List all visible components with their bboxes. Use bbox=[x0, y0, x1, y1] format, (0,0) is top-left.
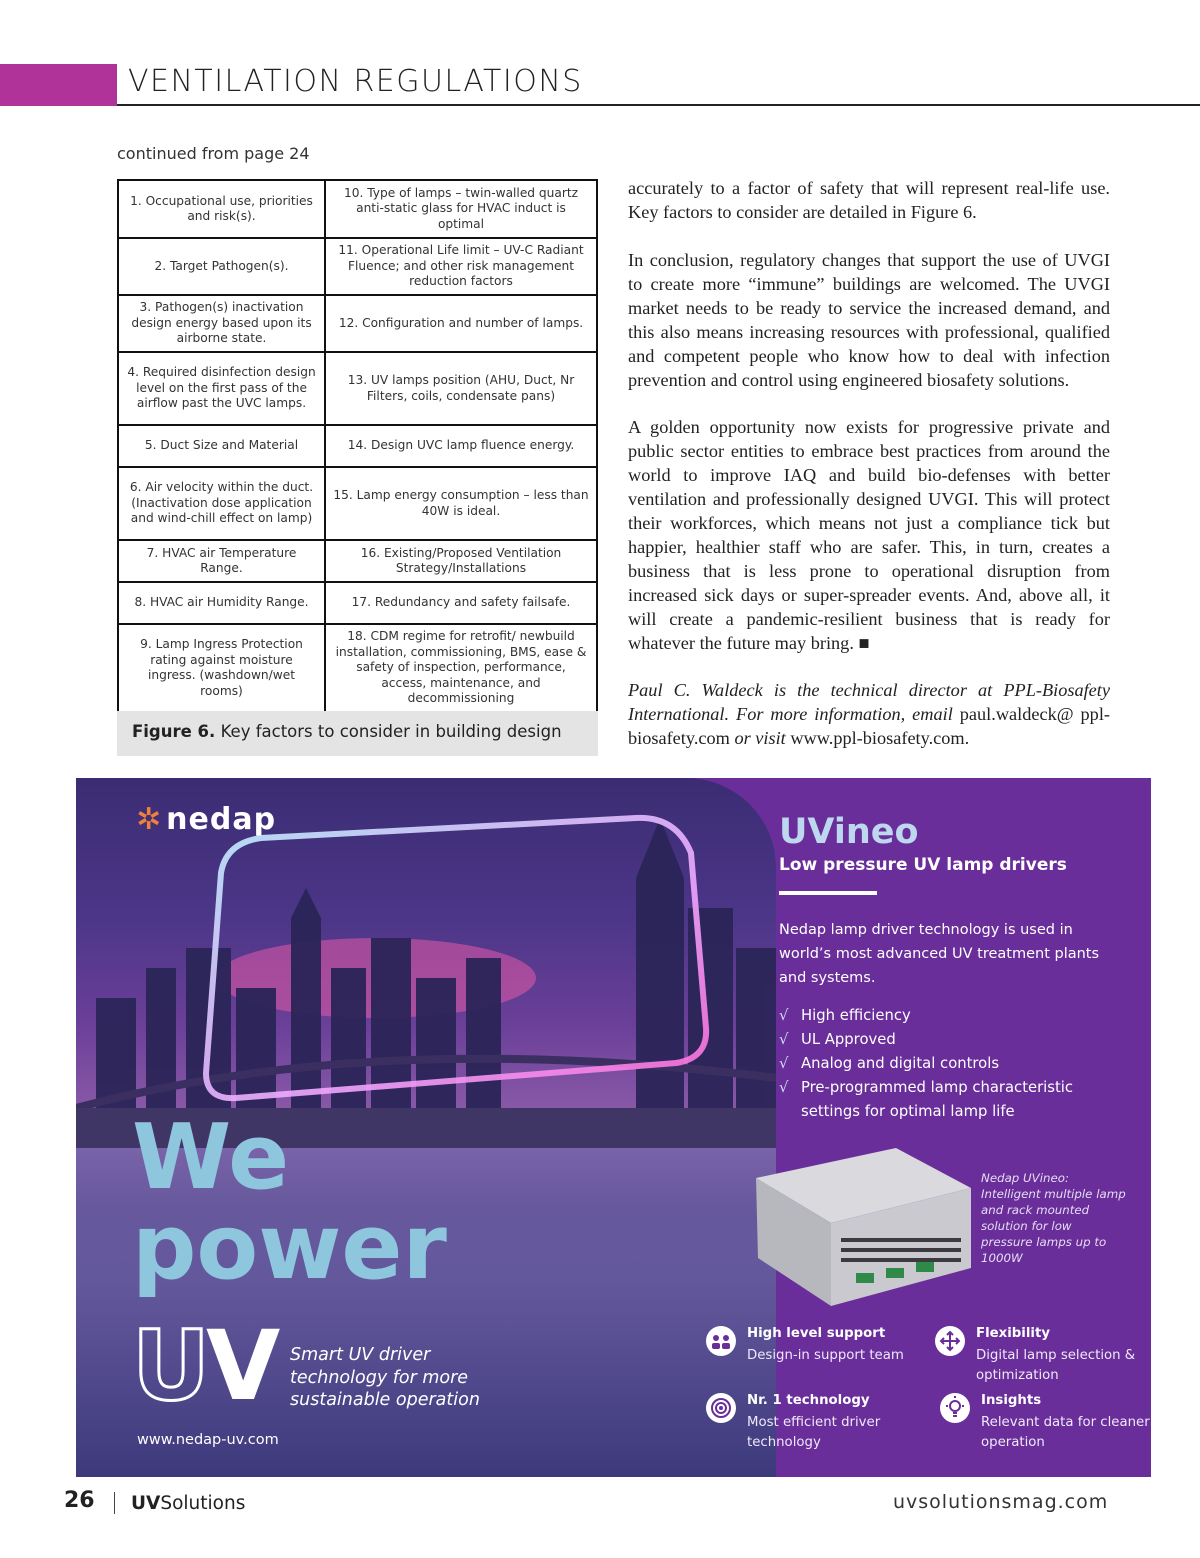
table-cell: 13. UV lamps position (AHU, Duct, Nr Filters, coils, condensate pans) bbox=[325, 352, 597, 425]
device-caption: Nedap UVineo: Intelligent multiple lamp and rack mounted solution for low pressure lamps up to 1000W bbox=[981, 1171, 1126, 1265]
product-name: UVineo bbox=[779, 812, 919, 852]
magazine-name-bold: UV bbox=[131, 1493, 161, 1514]
table-cell: 1. Occupational use, priorities and risk(s). bbox=[118, 180, 325, 238]
nedap-advertisement bbox=[76, 778, 1151, 1477]
ad-headline bbox=[132, 1105, 447, 1300]
bio-email[interactable]: paul.waldeck@ ppl-biosafety.com bbox=[628, 704, 1110, 748]
product-bullets bbox=[779, 1004, 1101, 1124]
check-icon: √ bbox=[779, 1007, 789, 1024]
table-cell: 5. Duct Size and Material bbox=[118, 425, 325, 467]
brand-name: nedap bbox=[166, 802, 277, 837]
table-cell: 15. Lamp energy consumption – less than 40W is ideal. bbox=[325, 467, 597, 540]
figure-label: Figure 6. bbox=[132, 722, 216, 741]
table-cell: 11. Operational Life limit – UV-C Radiant Fluence; and other risk management reduction factors bbox=[325, 238, 597, 295]
uvineo-device-image bbox=[746, 1148, 976, 1308]
author-bio bbox=[628, 678, 1110, 750]
arrows-move-icon bbox=[935, 1326, 965, 1356]
bullet-text: Pre-programmed lamp characteristic settings for optimal lamp life bbox=[801, 1079, 1074, 1120]
table-cell: 4. Required disinfection design level on the first pass of the airflow past the UVC lamps. bbox=[118, 352, 325, 425]
magazine-name bbox=[131, 1493, 245, 1514]
headline-line-2: power bbox=[132, 1195, 447, 1300]
feature-desc: Relevant data for cleaner operation bbox=[981, 1415, 1150, 1450]
bullet-text: High efficiency bbox=[801, 1007, 911, 1024]
article-paragraph bbox=[628, 415, 1110, 655]
key-factors-table bbox=[117, 179, 598, 713]
star-icon: ✲ bbox=[136, 802, 163, 837]
support-team-icon bbox=[706, 1326, 736, 1356]
ad-website[interactable]: www.nedap-uv.com bbox=[137, 1432, 279, 1448]
table-cell: 16. Existing/Proposed Ventilation Strategy/Installations bbox=[325, 540, 597, 582]
table-row bbox=[118, 238, 597, 295]
check-icon: √ bbox=[779, 1079, 789, 1096]
table-row bbox=[118, 540, 597, 582]
feature-desc: Design-in support team bbox=[747, 1348, 904, 1363]
footer-url[interactable]: uvsolutionsmag.com bbox=[893, 1491, 1109, 1513]
table-row bbox=[118, 295, 597, 352]
article-paragraph-text: A golden opportunity now exists for progressive private and public sector entities to embrace best practices from around the world to improve IAQ and build bio-defenses with better ventilation and professionally designed UVGI. This will protect their workforces, which means not just a compliance tick but happier, healthier staff who are safer. This, in turn, creates a business that is less prone to operational disruption from increased sick days or super-spreader events. And, above all, it will create a pandemic-resilient business that is ready for whatever the future may bring. bbox=[628, 417, 1110, 653]
table-row bbox=[118, 467, 597, 540]
article-paragraph: accurately to a factor of safety that will represent real-life use. Key factors to consider are detailed in Figure 6. bbox=[628, 178, 1110, 222]
table-cell: 14. Design UVC lamp fluence energy. bbox=[325, 425, 597, 467]
tagline-line: technology for more bbox=[290, 1367, 469, 1388]
list-item bbox=[779, 1004, 1101, 1028]
lightbulb-icon bbox=[940, 1393, 970, 1423]
list-item bbox=[779, 1076, 1101, 1124]
table-row bbox=[118, 352, 597, 425]
list-item bbox=[779, 1028, 1101, 1052]
bullet-text: UL Approved bbox=[801, 1031, 896, 1048]
table-row bbox=[118, 582, 597, 624]
feature-title: Nr. 1 technology bbox=[747, 1393, 870, 1408]
end-mark-icon: ■ bbox=[858, 633, 870, 653]
magazine-name-rest: Solutions bbox=[160, 1493, 246, 1514]
target-icon bbox=[706, 1393, 736, 1423]
product-rule bbox=[779, 891, 877, 895]
table-cell: 7. HVAC air Temperature Range. bbox=[118, 540, 325, 582]
page-number: 26 bbox=[64, 1488, 95, 1513]
tagline-line: Smart UV driver bbox=[290, 1345, 431, 1365]
feature-title: High level support bbox=[747, 1326, 886, 1341]
check-icon: √ bbox=[779, 1055, 789, 1072]
bio-text: Paul C. Waldeck is the technical director at PPL-Biosafety International. For more information, email bbox=[628, 680, 1110, 724]
product-description: Nedap lamp driver technology is used in world’s most advanced UV treatment plants and systems. bbox=[779, 922, 1100, 986]
table-cell: 2. Target Pathogen(s). bbox=[118, 238, 325, 295]
table-cell: 3. Pathogen(s) inactivation design energy based upon its airborne state. bbox=[118, 295, 325, 352]
table-cell: 8. HVAC air Humidity Range. bbox=[118, 582, 325, 624]
footer-separator bbox=[114, 1492, 115, 1514]
table-cell: 12. Configuration and number of lamps. bbox=[325, 295, 597, 352]
table-cell: 9. Lamp Ingress Protection rating against moisture ingress. (washdown/wet rooms) bbox=[118, 624, 325, 712]
city-skyline-photo bbox=[76, 778, 776, 1477]
table-cell: 17. Redundancy and safety failsafe. bbox=[325, 582, 597, 624]
list-item bbox=[779, 1052, 1101, 1076]
check-icon: √ bbox=[779, 1031, 789, 1048]
feature-title: Flexibility bbox=[976, 1326, 1051, 1341]
nedap-logo bbox=[136, 802, 276, 837]
figure-caption-text: Key factors to consider in building design bbox=[220, 722, 562, 741]
figure-caption bbox=[117, 711, 598, 756]
header-rule bbox=[117, 104, 1200, 106]
table-cell: 10. Type of lamps – twin-walled quartz anti-static glass for HVAC induct is optimal bbox=[325, 180, 597, 238]
article-paragraph: In conclusion, regulatory changes that support the use of UVGI to create more “immune” buildings are welcomed. The UVGI market needs to be ready to service the increased demand, and this also means increasing resources with professional, qualified and competent people who know how to deal with infection prevention and control using engineered biosafety solutions. bbox=[628, 250, 1110, 390]
section-title: VENTILATION REGULATIONS bbox=[128, 64, 583, 99]
bio-url[interactable]: www.ppl-biosafety.com. bbox=[790, 728, 970, 748]
feature-title: Insights bbox=[981, 1393, 1042, 1408]
continued-note: continued from page 24 bbox=[117, 144, 310, 163]
table-row bbox=[118, 624, 597, 712]
table-cell: 6. Air velocity within the duct. (Inactivation dose application and wind-chill effect on lamp) bbox=[118, 467, 325, 540]
table-cell: 18. CDM regime for retrofit/ newbuild installation, commissioning, BMS, ease & safety of inspection, performance, access, maintenance, and decommissioning bbox=[325, 624, 597, 712]
feature-desc: Digital lamp selection & optimization bbox=[976, 1348, 1136, 1383]
section-color-bar bbox=[0, 64, 117, 106]
ad-tagline bbox=[290, 1344, 480, 1412]
headline-line-1: We bbox=[132, 1105, 290, 1210]
bullet-text: Analog and digital controls bbox=[801, 1055, 1000, 1072]
uv-letter-u: U bbox=[132, 1310, 206, 1422]
uv-wordmark bbox=[132, 1310, 277, 1422]
feature-desc: Most efficient driver technology bbox=[747, 1415, 881, 1450]
bio-or-visit: or visit bbox=[734, 728, 786, 748]
table-row bbox=[118, 180, 597, 238]
article-column bbox=[628, 176, 1110, 773]
tagline-line: sustainable operation bbox=[290, 1390, 480, 1410]
uv-letter-v: V bbox=[205, 1310, 277, 1422]
product-subtitle: Low pressure UV lamp drivers bbox=[779, 855, 1067, 875]
table-row bbox=[118, 425, 597, 467]
